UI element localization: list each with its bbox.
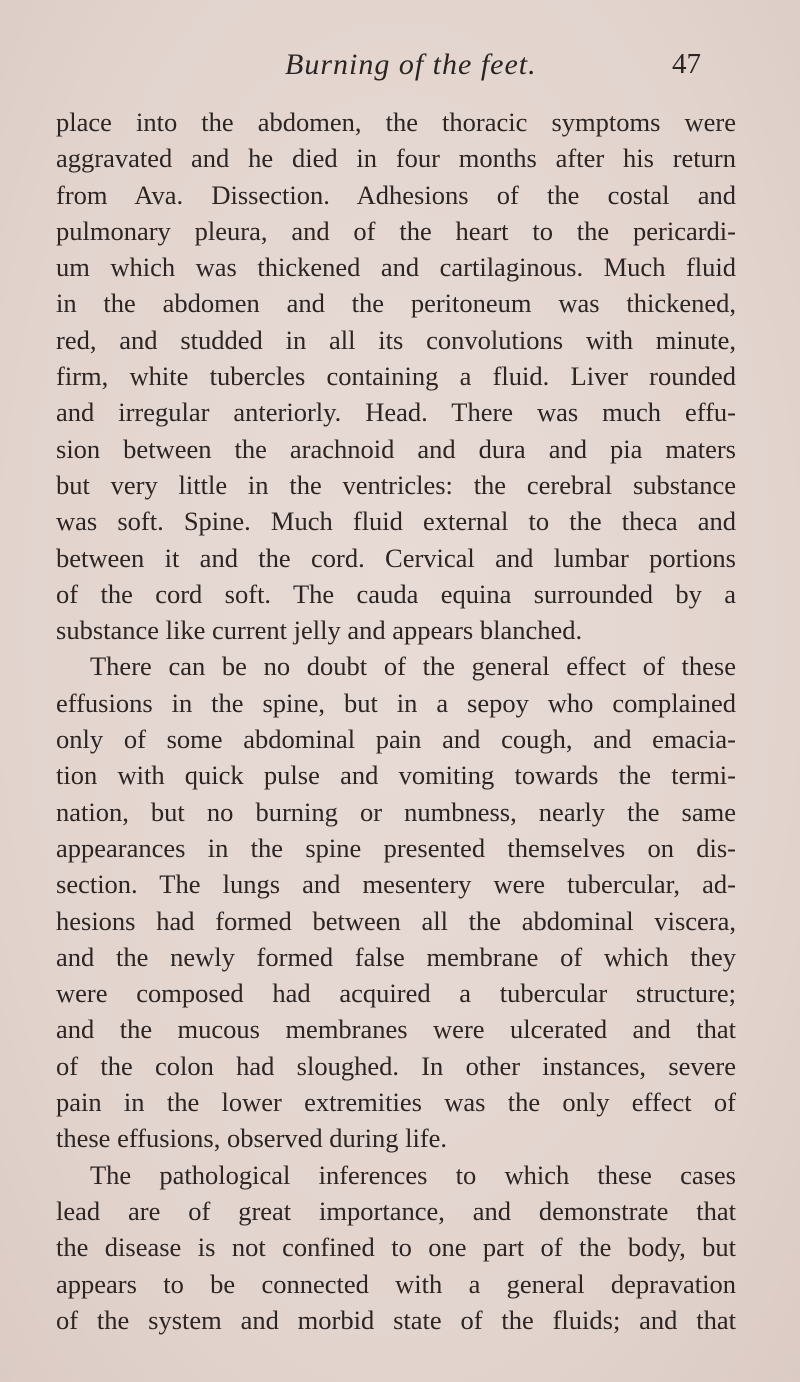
body-text bbox=[56, 104, 736, 1338]
text-line: only of some abdominal pain and cough, and emacia- bbox=[56, 724, 736, 755]
paragraph-start-line: There can be no doubt of the general effect of these bbox=[90, 651, 736, 682]
page-number: 47 bbox=[672, 48, 701, 80]
text-line: of the cord soft. The cauda equina surrounded by a bbox=[56, 578, 736, 609]
paragraph-end-line: these effusions, observed during life. bbox=[56, 1123, 448, 1154]
text-line: place into the abdomen, the thoracic symptoms were bbox=[56, 107, 736, 137]
text-line: and the mucous membranes were ulcerated and that bbox=[56, 1014, 736, 1045]
text-line: of the colon had sloughed. In other instances, severe bbox=[56, 1050, 736, 1081]
running-head bbox=[0, 48, 800, 88]
text-line: between it and the cord. Cervical and lumbar portions bbox=[56, 542, 736, 573]
text-line: appears to be connected with a general depravation bbox=[56, 1268, 736, 1299]
text-line: hesions had formed between all the abdominal viscera, bbox=[56, 905, 736, 936]
text-line: pulmonary pleura, and of the heart to the pericardi- bbox=[56, 215, 736, 246]
text-line: lead are of great importance, and demonstrate that bbox=[56, 1195, 736, 1226]
paragraph-end-line: substance like current jelly and appears blanched. bbox=[56, 615, 583, 646]
text-line: aggravated and he died in four months after his return bbox=[56, 143, 736, 174]
text-line: pain in the lower extremities was the only effect of bbox=[56, 1087, 736, 1118]
text-line: in the abdomen and the peritoneum was thickened, bbox=[56, 288, 736, 319]
running-title: Burning of the feet. bbox=[285, 48, 537, 81]
text-line: um which was thickened and cartilaginous. Much fluid bbox=[56, 252, 736, 283]
text-line: and irregular anteriorly. Head. There was much effu- bbox=[56, 397, 736, 428]
text-line: the disease is not confined to one part of the body, but bbox=[56, 1232, 736, 1263]
text-line: section. The lungs and mesentery were tubercular, ad- bbox=[56, 869, 736, 900]
paragraph-start-line: The pathological inferences to which these cases bbox=[90, 1159, 736, 1190]
text-line: and the newly formed false membrane of which they bbox=[56, 941, 736, 972]
text-line: were composed had acquired a tubercular structure; bbox=[56, 978, 736, 1009]
text-line: tion with quick pulse and vomiting towards the termi- bbox=[56, 760, 736, 791]
text-line: effusions in the spine, but in a sepoy who complained bbox=[56, 687, 736, 718]
text-line: firm, white tubercles containing a fluid. Liver rounded bbox=[56, 361, 736, 392]
text-line: red, and studded in all its convolutions with minute, bbox=[56, 324, 736, 355]
text-line: nation, but no burning or numbness, nearly the same bbox=[56, 796, 736, 827]
text-line: from Ava. Dissection. Adhesions of the costal and bbox=[56, 179, 736, 210]
text-line: was soft. Spine. Much fluid external to the theca and bbox=[56, 506, 736, 537]
text-line: but very little in the ventricles: the cerebral substance bbox=[56, 469, 736, 500]
text-line: of the system and morbid state of the fluids; and that bbox=[56, 1304, 736, 1335]
text-line: appearances in the spine presented themselves on dis- bbox=[56, 832, 736, 863]
text-line: sion between the arachnoid and dura and pia maters bbox=[56, 433, 736, 464]
